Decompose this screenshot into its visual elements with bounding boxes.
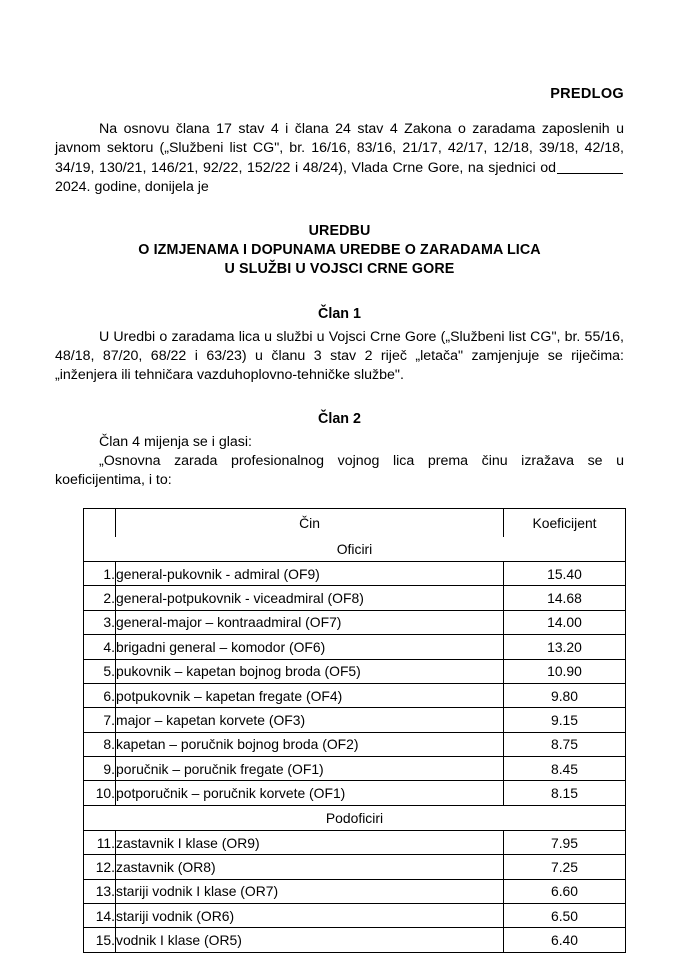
- cell-rank: zastavnik (OR8): [116, 855, 504, 879]
- article-2-heading: Član 2: [318, 411, 361, 428]
- table-row: [84, 879, 626, 903]
- cell-rank: kapetan – poručnik bojnog broda (OF2): [116, 732, 504, 756]
- table-header-row: [84, 508, 626, 537]
- cell-coefficient: 7.25: [504, 855, 626, 879]
- cell-number: 2.: [84, 586, 116, 610]
- decree-title-line-2: O IZMJENAMA I DOPUNAMA UREDBE O ZARADAMA LICA: [138, 241, 541, 258]
- cell-rank: general-major – kontraadmiral (OF7): [116, 610, 504, 634]
- cell-number: 9.: [84, 757, 116, 781]
- table-row: [84, 732, 626, 756]
- table-row: [84, 635, 626, 659]
- table-row: [84, 683, 626, 707]
- table-row: [84, 781, 626, 805]
- article-2-text-1: Član 4 mijenja se i glasi:: [99, 433, 252, 450]
- article-2-text-2: „Osnovna zarada profesionalnog vojnog lica prema činu izražava se u koeficijentima, i to:: [55, 452, 624, 488]
- cell-coefficient: 8.15: [504, 781, 626, 805]
- table-row: [84, 904, 626, 928]
- table-group-row: [84, 537, 626, 562]
- table-group-label: Oficiri: [84, 537, 626, 562]
- intro-paragraph: [55, 120, 624, 196]
- cell-number: 4.: [84, 635, 116, 659]
- cell-number: 11.: [84, 830, 116, 854]
- table-row: [84, 928, 626, 952]
- intro-paragraph-text: Na osnovu člana 17 stav 4 i člana 24 stav 4 Zakona o zaradama zaposlenih u javnom sektoru („Službeni list CG", br. 16/16, 83/16, 21/17, 42/17, 12/18, 39/18, 42/18, 34/19, 130/21, 146/21, 92/22, 152/22 i 48/24), Vlada Crne Gore, na sjednici od: [55, 121, 624, 176]
- cell-rank: stariji vodnik I klase (OR7): [116, 879, 504, 903]
- table-row: [84, 708, 626, 732]
- table-group-row: [84, 805, 626, 830]
- coefficient-table: [83, 508, 626, 953]
- cell-number: 7.: [84, 708, 116, 732]
- table-row: [84, 855, 626, 879]
- cell-number: 1.: [84, 561, 116, 585]
- cell-rank: vodnik I klase (OR5): [116, 928, 504, 952]
- cell-coefficient: 14.68: [504, 586, 626, 610]
- table-row: [84, 586, 626, 610]
- cell-rank: potporučnik – poručnik korvete (OF1): [116, 781, 504, 805]
- cell-number: 8.: [84, 732, 116, 756]
- cell-number: 5.: [84, 659, 116, 683]
- cell-coefficient: 14.00: [504, 610, 626, 634]
- document-content: [55, 86, 624, 953]
- cell-number: 10.: [84, 781, 116, 805]
- cell-rank: stariji vodnik (OR6): [116, 904, 504, 928]
- cell-number: 6.: [84, 683, 116, 707]
- article-1-heading: Član 1: [318, 306, 361, 323]
- cell-coefficient: 8.45: [504, 757, 626, 781]
- table-row: [84, 561, 626, 585]
- coefficient-table-wrapper: [83, 508, 624, 953]
- cell-rank: poručnik – poručnik fregate (OF1): [116, 757, 504, 781]
- cell-coefficient: 8.75: [504, 732, 626, 756]
- blank-fill-line: [557, 173, 623, 174]
- cell-coefficient: 6.40: [504, 928, 626, 952]
- cell-rank: major – kapetan korvete (OF3): [116, 708, 504, 732]
- cell-coefficient: 15.40: [504, 561, 626, 585]
- table-row: [84, 610, 626, 634]
- column-header-rank: Čin: [116, 508, 504, 537]
- cell-number: 14.: [84, 904, 116, 928]
- cell-coefficient: 10.90: [504, 659, 626, 683]
- decree-title: [55, 222, 624, 279]
- cell-rank: general-pukovnik - admiral (OF9): [116, 561, 504, 585]
- article-1-text: U Uredbi o zaradama lica u službi u Vojsci Crne Gore („Službeni list CG", br. 55/16, 48/18, 87/20, 68/22 i 63/23) u članu 3 stav 2 riječ „letača" zamjenjuje se riječima: „inženjera ili tehničara vazduhoplovno-tehničke službe".: [55, 328, 624, 383]
- cell-rank: brigadni general – komodor (OF6): [116, 635, 504, 659]
- cell-number: 15.: [84, 928, 116, 952]
- column-header-coefficient: Koeficijent: [504, 508, 626, 537]
- decree-title-line-1: UREDBU: [308, 222, 371, 239]
- cell-coefficient: 9.80: [504, 683, 626, 707]
- document-header-label: PREDLOG: [550, 86, 624, 102]
- table-group-label: Podoficiri: [84, 805, 626, 830]
- cell-coefficient: 13.20: [504, 635, 626, 659]
- cell-coefficient: 7.95: [504, 830, 626, 854]
- table-row: [84, 830, 626, 854]
- cell-number: 13.: [84, 879, 116, 903]
- decree-title-line-3: U SLUŽBI U VOJSCI CRNE GORE: [224, 261, 455, 278]
- table-row: [84, 757, 626, 781]
- cell-rank: potpukovnik – kapetan fregate (OF4): [116, 683, 504, 707]
- cell-coefficient: 6.50: [504, 904, 626, 928]
- cell-coefficient: 6.60: [504, 879, 626, 903]
- cell-number: 3.: [84, 610, 116, 634]
- cell-rank: zastavnik I klase (OR9): [116, 830, 504, 854]
- table-row: [84, 659, 626, 683]
- column-header-number: [84, 508, 116, 537]
- cell-rank: general-potpukovnik - viceadmiral (OF8): [116, 586, 504, 610]
- intro-paragraph-tail: 2024. godine, donijela je: [55, 178, 209, 195]
- cell-number: 12.: [84, 855, 116, 879]
- cell-coefficient: 9.15: [504, 708, 626, 732]
- cell-rank: pukovnik – kapetan bojnog broda (OF5): [116, 659, 504, 683]
